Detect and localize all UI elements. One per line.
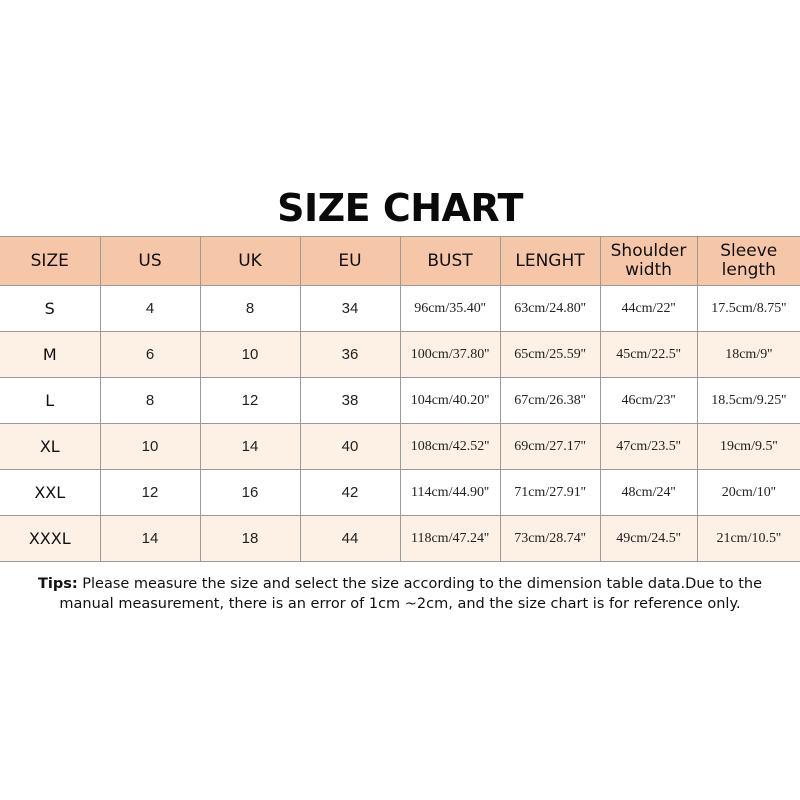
header-us: US [100, 237, 200, 286]
size-cell: S [0, 286, 100, 332]
shoulder-cell: 45cm/22.5'' [600, 332, 697, 378]
bust-cell: 118cm/47.24'' [400, 516, 500, 562]
uk-cell: 18 [200, 516, 300, 562]
us-cell: 8 [100, 378, 200, 424]
shoulder-cell: 48cm/24'' [600, 470, 697, 516]
eu-cell: 40 [300, 424, 400, 470]
bust-cell: 96cm/35.40'' [400, 286, 500, 332]
eu-cell: 44 [300, 516, 400, 562]
length-cell: 65cm/25.59'' [500, 332, 600, 378]
shoulder-cell: 46cm/23'' [600, 378, 697, 424]
length-cell: 69cm/27.17'' [500, 424, 600, 470]
uk-cell: 10 [200, 332, 300, 378]
length-cell: 63cm/24.80'' [500, 286, 600, 332]
tips-label: Tips: [37, 576, 78, 592]
table-row [0, 378, 800, 424]
eu-cell: 38 [300, 378, 400, 424]
uk-cell: 16 [200, 470, 300, 516]
header-uk: UK [200, 237, 300, 286]
bust-cell: 104cm/40.20'' [400, 378, 500, 424]
tips-text: Please measure the size and select the size according to the dimension table data.Due to the manual measurement, there is an error of 1cm ~2cm, and the size chart is for reference only. [59, 576, 763, 612]
shoulder-cell: 44cm/22'' [600, 286, 697, 332]
table-row [0, 516, 800, 562]
bust-cell: 114cm/44.90'' [400, 470, 500, 516]
eu-cell: 34 [300, 286, 400, 332]
bust-cell: 108cm/42.52'' [400, 424, 500, 470]
eu-cell: 36 [300, 332, 400, 378]
size-cell: XL [0, 424, 100, 470]
us-cell: 14 [100, 516, 200, 562]
table-row [0, 286, 800, 332]
header-sleeve-length: Sleeve length [697, 237, 800, 286]
length-cell: 71cm/27.91'' [500, 470, 600, 516]
table-row [0, 332, 800, 378]
size-cell: XXL [0, 470, 100, 516]
sleeve-cell: 18cm/9'' [697, 332, 800, 378]
header-eu: EU [300, 237, 400, 286]
sleeve-cell: 18.5cm/9.25'' [697, 378, 800, 424]
shoulder-cell: 49cm/24.5'' [600, 516, 697, 562]
shoulder-cell: 47cm/23.5'' [600, 424, 697, 470]
header-length: LENGHT [500, 237, 600, 286]
uk-cell: 14 [200, 424, 300, 470]
uk-cell: 8 [200, 286, 300, 332]
us-cell: 12 [100, 470, 200, 516]
table-row [0, 424, 800, 470]
us-cell: 6 [100, 332, 200, 378]
sleeve-cell: 21cm/10.5'' [697, 516, 800, 562]
us-cell: 10 [100, 424, 200, 470]
size-cell: L [0, 378, 100, 424]
length-cell: 73cm/28.74'' [500, 516, 600, 562]
uk-cell: 12 [200, 378, 300, 424]
us-cell: 4 [100, 286, 200, 332]
sleeve-cell: 19cm/9.5'' [697, 424, 800, 470]
header-size: SIZE [0, 237, 100, 286]
size-chart-table [0, 236, 800, 562]
sleeve-cell: 17.5cm/8.75'' [697, 286, 800, 332]
tips-note [20, 574, 780, 614]
size-cell: M [0, 332, 100, 378]
header-bust: BUST [400, 237, 500, 286]
table-row [0, 470, 800, 516]
header-row [0, 237, 800, 286]
eu-cell: 42 [300, 470, 400, 516]
length-cell: 67cm/26.38'' [500, 378, 600, 424]
page-title: SIZE CHART [277, 186, 523, 230]
header-shoulder-width: Shoulder width [600, 237, 697, 286]
sleeve-cell: 20cm/10'' [697, 470, 800, 516]
bust-cell: 100cm/37.80'' [400, 332, 500, 378]
size-cell: XXXL [0, 516, 100, 562]
